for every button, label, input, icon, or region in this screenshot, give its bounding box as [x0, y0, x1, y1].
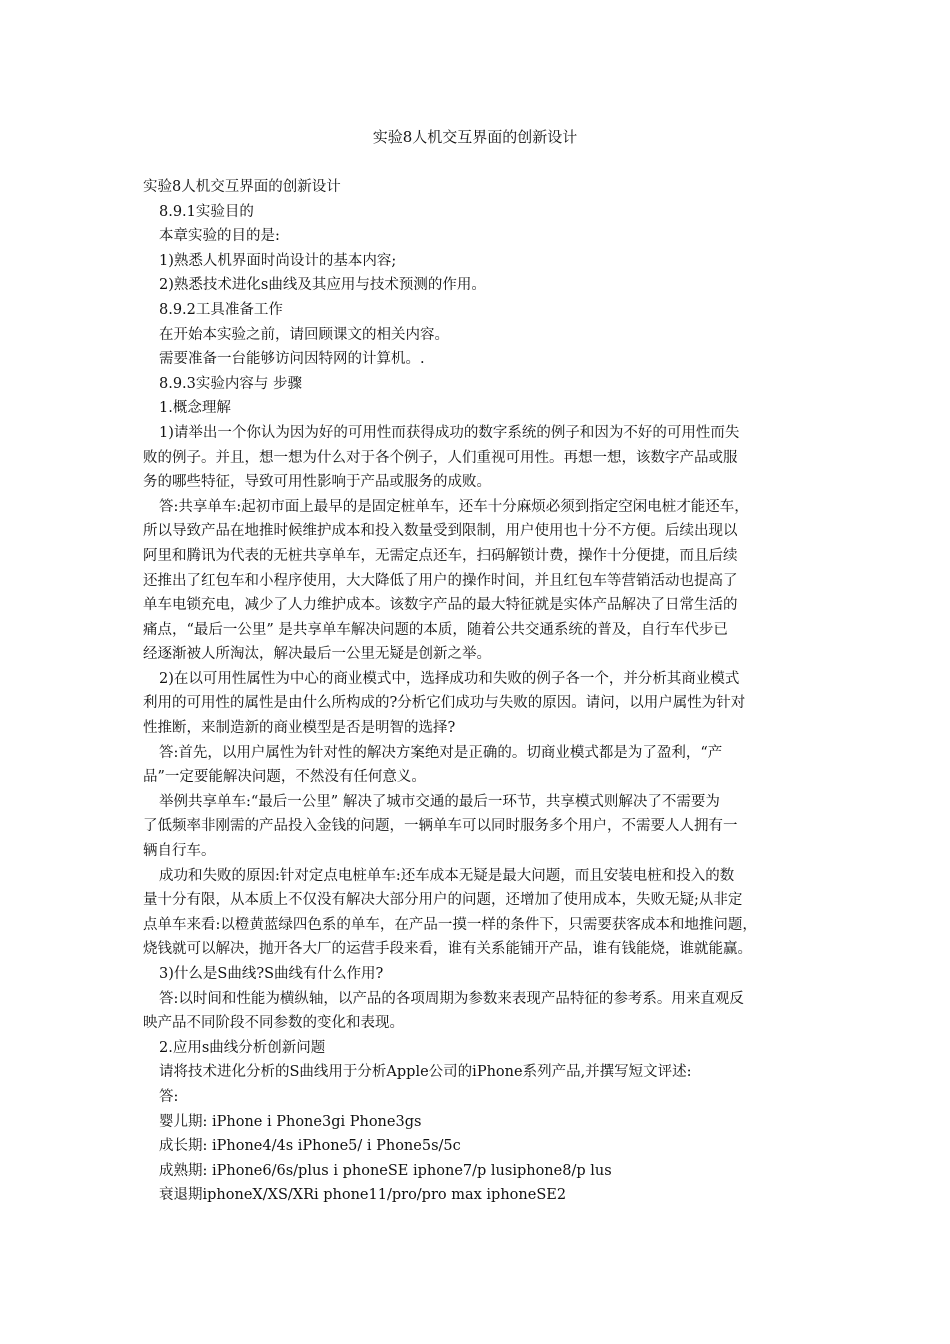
section-heading-891: 8.9.1实验目的 [159, 203, 254, 220]
document-body [143, 175, 815, 1208]
answer-label: 答: [159, 1088, 179, 1105]
answer-line: 品”一定要能解决问题，不然没有任何意义。 [143, 769, 426, 786]
task-text: 请将技术进化分析的S曲线用于分析Apple公司的iPhone系列产品,并撰写短文评述: [159, 1064, 692, 1081]
answer-line: 举例共享单车:“最后一公里” 解决了城市交通的最后一环节，共享模式则解决了不需要为 [159, 793, 720, 810]
stage-line: 婴儿期: iPhone i Phone3gi Phone3gs [159, 1113, 422, 1130]
answer-line: 经逐渐被人所淘汰，解决最后一公里无疑是创新之举。 [143, 646, 491, 663]
answer-line: 映产品不同阶段不同参数的变化和表现。 [143, 1015, 404, 1032]
question-line: 1)请举出一个你认为因为好的可用性而获得成功的数字系统的例子和因为不好的可用性而失 [159, 424, 740, 441]
answer-line: 成功和失败的原因:针对定点电桩单车:还车成本无疑是最大问题，而且安装电桩和投入的数 [159, 867, 735, 884]
answer-line: 烧钱就可以解决，抛开各大厂的运营手段来看，谁有关系能铺开产品，谁有钱能烧，谁就能赢。 [143, 941, 752, 958]
answer-line: 点单车来看:以橙黄蓝绿四色系的单车，在产品一摸一样的条件下，只需要获客成本和地推问题， [143, 916, 757, 933]
purpose-item: 1)熟悉人机界面时尚设计的基本内容; [159, 252, 397, 269]
question-line: 性推断，来制造新的商业模型是否是明智的选择? [143, 720, 456, 737]
answer-line: 答:共享单车:起初市面上最早的是固定桩单车，还车十分麻烦必须到指定空闲电桩才能还车， [159, 498, 749, 515]
section-heading-892: 8.9.2工具准备工作 [159, 301, 283, 318]
purpose-item: 2)熟悉技术进化s曲线及其应用与技术预测的作用。 [159, 277, 486, 294]
section-heading-893: 8.9.3实验内容与 步骤 [159, 375, 303, 392]
answer-line: 痛点，“最后一公里” 是共享单车解决问题的本质，随着公共交通系统的普及，自行车代步已 [143, 621, 728, 638]
question-line: 2)在以可用性属性为中心的商业模式中，选择成功和失败的例子各一个，并分析其商业模式 [159, 670, 740, 687]
subsection-heading: 2.应用s曲线分析创新问题 [159, 1039, 326, 1056]
purpose-intro: 本章实验的目的是: [159, 228, 280, 245]
answer-line: 单车电锁充电，减少了人力维护成本。该数字产品的最大特征就是实体产品解决了日常生活的 [143, 597, 738, 614]
body-heading: 实验8人机交互界面的创新设计 [143, 179, 341, 195]
prep-text: 在开始本实验之前，请回顾课文的相关内容。 [159, 326, 449, 343]
stage-line: 衰退期iphoneX/XS/XRi phone11/pro/pro max iphoneSE2 [159, 1187, 567, 1204]
answer-line: 量十分有限，从本质上不仅没有解决大部分用户的问题，还增加了使用成本，失败无疑;从非定 [143, 892, 743, 909]
prep-text: 需要准备一台能够访问因特网的计算机。. [159, 351, 425, 368]
answer-line: 所以导致产品在地推时候维护成本和投入数量受到限制，用户使用也十分不方便。后续出现以 [143, 523, 738, 540]
answer-line: 辆自行车。 [143, 843, 216, 860]
stage-line: 成熟期: iPhone6/6s/plus i phoneSE iphone7/p lusiphone8/p lus [159, 1162, 612, 1179]
answer-line: 还推出了红包车和小程序使用，大大降低了用户的操作时间，并且红包车等营销活动也提高了 [143, 572, 738, 589]
subsection-heading: 1.概念理解 [159, 400, 231, 417]
question-line: 3)什么是S曲线?S曲线有什么作用? [159, 966, 384, 982]
answer-line: 答:首先，以用户属性为针对性的解决方案绝对是正确的。切商业模式都是为了盈利，“产 [159, 744, 723, 761]
answer-line: 阿里和腾讯为代表的无桩共享单车，无需定点还车，扫码解锁计费，操作十分便捷，而且后续 [143, 547, 738, 564]
question-line: 败的例子。并且，想一想为什么对于各个例子，人们重视可用性。再想一想，该数字产品或服 [143, 449, 738, 466]
question-line: 务的哪些特征，导致可用性影响于产品或服务的成败。 [143, 474, 491, 491]
answer-line: 答:以时间和性能为横纵轴，以产品的各项周期为参数来表现产品特征的参考系。用来直观反 [159, 990, 744, 1007]
answer-line: 了低频率非刚需的产品投入金钱的问题，一辆单车可以同时服务多个用户，不需要人人拥有一 [143, 818, 738, 835]
stage-line: 成长期: iPhone4/4s iPhone5/ i Phone5s/5c [159, 1138, 461, 1155]
document-title: 实验8人机交互界面的创新设计 [372, 128, 578, 146]
question-line: 利用的可用性的属性是由什么所构成的?分析它们成功与失败的原因。请问，以用户属性为针对 [143, 695, 746, 712]
